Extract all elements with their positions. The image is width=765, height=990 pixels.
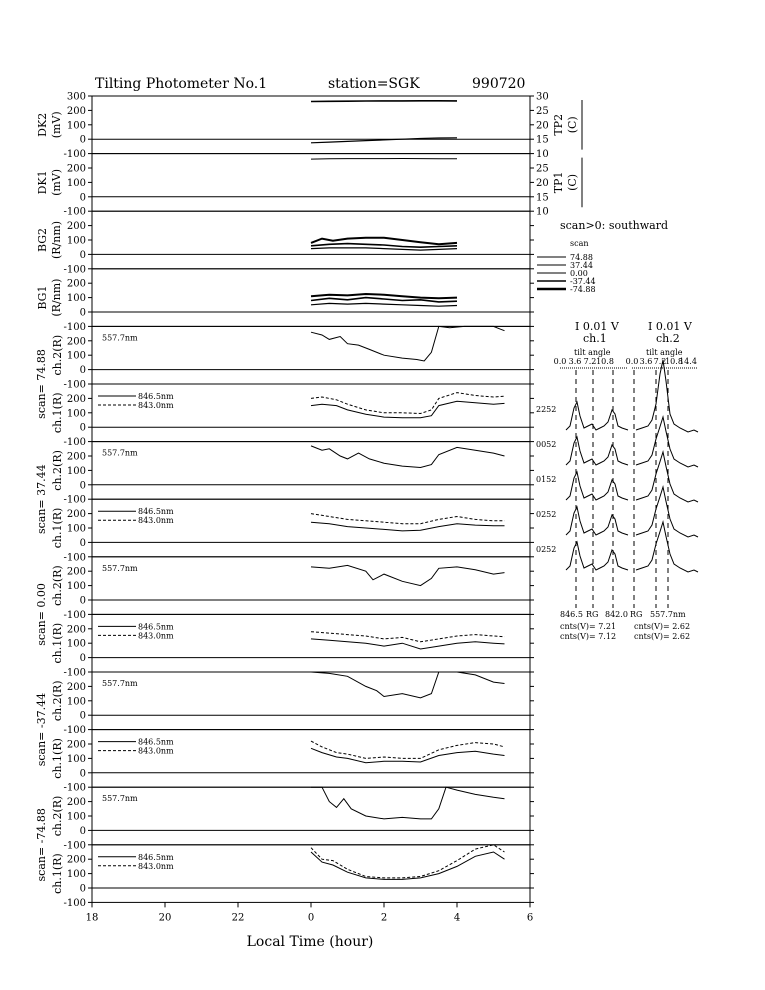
y-tick-label: 200 <box>66 163 86 175</box>
series-s3_ch1a <box>311 639 505 649</box>
right-tick-label: 15 <box>536 192 549 204</box>
inset-tilt-ticks <box>554 357 698 608</box>
series-bg1_c <box>311 303 457 306</box>
y-axis-label: ch.1(R) <box>51 507 64 549</box>
panel-group <box>35 92 582 909</box>
scan-label: scan= 37.44 <box>35 464 48 535</box>
right-tick-label: 10 <box>536 149 549 161</box>
ch2-tilt-tick: 7.2 <box>653 357 667 366</box>
inset-time-label: 0052 <box>536 440 557 449</box>
y-tick-label: -100 <box>63 840 86 852</box>
y-tick-label: 0 <box>79 422 86 434</box>
y-tick-label: 0 <box>79 595 86 607</box>
scan-legend-value: 74.88 <box>570 253 593 262</box>
series-bg2_a <box>311 238 457 245</box>
y-axis-label: ch.2(R) <box>51 334 64 376</box>
panel-dk1 <box>36 154 582 218</box>
right-tick-label: 10 <box>536 206 549 218</box>
panel-bg2 <box>36 211 534 275</box>
series-s4_ch1b <box>311 741 505 758</box>
y-axis-label: BG2 <box>36 227 49 253</box>
y-tick-label: 200 <box>66 278 86 290</box>
panel-s2c2 <box>51 442 534 506</box>
y-tick-label: -100 <box>63 494 86 506</box>
y-tick-label: 200 <box>66 336 86 348</box>
x-tick-label: 4 <box>453 912 461 924</box>
ch1-tilt-tick: 0.0 <box>553 357 567 366</box>
y-tick-label: 100 <box>66 811 86 823</box>
panel-s1c2 <box>51 326 534 390</box>
y-tick-label: 0 <box>79 365 86 377</box>
y-tick-label: 200 <box>66 624 86 636</box>
scan-legend-rows <box>537 253 596 294</box>
right-axis-unit: (C) <box>566 173 579 191</box>
right-tick-label: 30 <box>536 91 549 103</box>
ch2-name: ch.2 <box>656 332 680 345</box>
y-tick-label: -100 <box>63 552 86 564</box>
date-label: 990720 <box>472 76 526 92</box>
ch1-bottom-842: 842.0 <box>605 610 628 619</box>
tilt-profile-inset <box>536 320 698 641</box>
ch1-cnts-1: cnts(V)= 7.21 <box>560 622 617 631</box>
y-axis-unit: (mV) <box>50 111 63 139</box>
y-tick-label: 100 <box>66 177 86 189</box>
panel-frame <box>92 787 530 845</box>
scan-legend-title: scan <box>570 239 589 248</box>
legend-solid-label: 846.5nm <box>138 392 174 401</box>
inset-time-label: 2252 <box>536 405 557 414</box>
legend-solid-label: 846.5nm <box>138 852 174 862</box>
scan-label: scan= -37.44 <box>35 692 48 767</box>
scan-legend-value: 0.00 <box>570 269 588 278</box>
y-tick-label: 0 <box>79 883 86 895</box>
wavelength-note: 557.7nm <box>102 333 138 343</box>
chart-title: Tilting Photometer No.1 <box>95 76 268 92</box>
ch1-tilt-label: tilt angle <box>574 348 611 357</box>
y-tick-label: 0 <box>79 192 86 204</box>
y-axis-label: ch.2(R) <box>51 565 64 606</box>
y-tick-label: 0 <box>79 537 86 549</box>
y-tick-label: 0 <box>79 825 86 837</box>
y-tick-label: -100 <box>63 149 86 161</box>
x-tick-label: 0 <box>307 912 315 924</box>
right-tick-label: 15 <box>536 134 549 146</box>
right-axis-label: TP2 <box>552 113 565 136</box>
y-axis-unit: (mV) <box>50 168 63 196</box>
x-tick-label: 20 <box>158 912 172 924</box>
panel-s3c2 <box>51 557 534 621</box>
y-tick-label: 300 <box>66 91 86 103</box>
y-tick-label: 0 <box>79 480 86 492</box>
ch2-tilt-label: tilt angle <box>646 348 683 357</box>
ch1-scale: I 0.01 V <box>575 320 619 333</box>
y-tick-label: 200 <box>66 105 86 117</box>
y-tick-label: 0 <box>79 768 86 780</box>
y-tick-label: 0 <box>79 653 86 665</box>
y-tick-label: 100 <box>66 465 86 477</box>
ch2-profile <box>636 522 698 572</box>
x-tick-label: 22 <box>231 912 245 924</box>
series-s3_ch1b <box>311 632 505 642</box>
inset-time-label: 0252 <box>536 545 557 554</box>
series-s5_ch2 <box>311 787 505 819</box>
y-tick-label: -100 <box>63 321 86 333</box>
x-tick-label: 6 <box>526 912 534 924</box>
station-label: station=SGK <box>328 76 420 92</box>
series-dk2_top <box>311 101 457 102</box>
panel-bg1 <box>36 269 534 333</box>
y-tick-label: 100 <box>66 696 86 708</box>
x-axis-label: Local Time (hour) <box>246 934 374 950</box>
ch1-cnts-2: cnts(V)= 7.12 <box>560 632 617 641</box>
scan-label: scan= 0.00 <box>35 583 48 646</box>
panel-frame <box>92 672 530 730</box>
y-tick-label: 200 <box>66 221 86 233</box>
y-axis-label: DK1 <box>36 170 49 195</box>
series-s4_ch1a <box>311 748 505 762</box>
y-axis-unit: (R/nm) <box>50 220 63 260</box>
series-bg1_a <box>311 294 457 298</box>
y-tick-label: -100 <box>63 897 86 909</box>
scan-legend <box>537 219 668 294</box>
legend-solid-label: 846.5nm <box>138 622 174 632</box>
ch1-tilt-tick: 3.6 <box>568 357 582 366</box>
panel-s4c1 <box>51 730 534 794</box>
y-tick-label: 200 <box>66 509 86 521</box>
legend-dashed-label: 843.0nm <box>138 861 174 871</box>
panel-s3c1 <box>51 614 534 678</box>
panel-s5c1 <box>51 845 534 909</box>
series-s1_ch2 <box>311 326 505 361</box>
ch1-tilt-tick: 7.2 <box>583 357 597 366</box>
y-axis-label: ch.1(R) <box>51 392 64 434</box>
y-tick-label: 100 <box>66 869 86 881</box>
y-tick-label: 200 <box>66 854 86 866</box>
scan-label: scan= -74.88 <box>35 808 48 882</box>
y-tick-label: 100 <box>66 638 86 650</box>
panel-s2c1 <box>51 499 534 563</box>
y-tick-label: -100 <box>63 264 86 276</box>
y-axis-label: ch.1(R) <box>51 622 64 664</box>
y-tick-label: 200 <box>66 797 86 809</box>
y-tick-label: -100 <box>63 206 86 218</box>
series-s5_ch1b <box>311 845 505 878</box>
series-s2_ch2 <box>311 446 505 468</box>
ch2-scale: I 0.01 V <box>648 320 692 333</box>
y-tick-label: 200 <box>66 393 86 405</box>
panel-frame <box>92 154 530 212</box>
ch1-profile <box>566 542 628 570</box>
y-tick-label: 200 <box>66 739 86 751</box>
y-tick-label: -100 <box>63 437 86 449</box>
right-tick-label: 20 <box>536 177 549 189</box>
scan-label: scan= 74.88 <box>35 349 48 419</box>
ch2-tilt-tick: 10.8 <box>665 357 683 366</box>
legend-dashed-label: 843.0nm <box>138 401 174 410</box>
y-tick-label: 100 <box>66 293 86 305</box>
legend-dashed-label: 843.0nm <box>138 516 174 526</box>
y-axis-label: ch.2(R) <box>51 450 64 491</box>
series-s3_ch2 <box>311 565 505 585</box>
ch1-bottom-rg1: RG <box>586 610 599 619</box>
panel-s5c2 <box>51 787 534 851</box>
y-tick-label: 0 <box>79 710 86 722</box>
series-s5_ch1a <box>311 852 505 879</box>
ch2-profile <box>636 452 698 502</box>
series-dk2_low <box>311 138 457 143</box>
series-s4_ch2 <box>311 672 505 698</box>
y-tick-label: 100 <box>66 523 86 535</box>
y-tick-label: -100 <box>63 725 86 737</box>
x-tick-label: 18 <box>85 912 99 924</box>
ch2-profile <box>636 360 698 432</box>
right-tick-label: 25 <box>536 105 549 117</box>
series-s1_ch1a <box>311 401 505 418</box>
y-tick-label: 100 <box>66 581 86 593</box>
panel-frame <box>92 442 530 500</box>
panel-frame <box>92 557 530 615</box>
ch2-bottom-label: 557.7nm <box>650 610 686 619</box>
legend-solid-label: 846.5nm <box>138 507 174 517</box>
ch1-name: ch.1 <box>583 332 607 345</box>
series-dk1_top <box>311 159 457 160</box>
y-tick-label: 100 <box>66 120 86 132</box>
ch2-tilt-tick: 3.6 <box>639 357 653 366</box>
ch1-profile <box>566 437 628 465</box>
ch2-profile <box>636 417 698 467</box>
ch2-profile <box>636 487 698 537</box>
scan-legend-value: -37.44 <box>570 277 596 286</box>
y-tick-label: -100 <box>63 379 86 391</box>
inset-time-label: 0152 <box>536 475 557 484</box>
scan-legend-value: 37.44 <box>570 261 593 270</box>
ch2-cnts-1: cnts(V)= 2.62 <box>634 622 691 631</box>
y-tick-label: 100 <box>66 408 86 420</box>
ch2-tilt-tick: 14.4 <box>679 357 697 366</box>
y-axis-unit: (R/nm) <box>50 278 63 317</box>
inset-curves <box>536 360 698 572</box>
panel-frame <box>92 326 530 384</box>
ch1-bottom-846: 846.5 <box>560 610 583 619</box>
panel-frame <box>92 211 530 269</box>
ch1-tilt-tick: 10.8 <box>596 357 614 366</box>
legend-dashed-label: 843.0nm <box>138 746 174 756</box>
wavelength-note: 557.7nm <box>102 448 138 458</box>
wavelength-note: 557.7nm <box>102 679 138 688</box>
y-tick-label: -100 <box>63 782 86 794</box>
y-axis-label: ch.2(R) <box>51 680 64 722</box>
y-tick-label: 200 <box>66 566 86 578</box>
right-axis-unit: (C) <box>566 116 579 134</box>
right-tick-label: 25 <box>536 163 549 175</box>
y-axis-label: DK2 <box>36 112 49 137</box>
panel-s1c1 <box>51 384 534 448</box>
y-axis-label: ch.2(R) <box>51 795 64 837</box>
y-axis-label: BG1 <box>36 285 49 310</box>
y-axis-label: ch.1(R) <box>51 853 64 894</box>
ch2-tilt-tick: 0.0 <box>625 357 639 366</box>
series-bg2_c <box>311 248 457 250</box>
panel-frame <box>92 269 530 327</box>
ch1-profile <box>566 472 628 500</box>
y-tick-label: 100 <box>66 350 86 362</box>
ch1-bottom-rg2: RG <box>630 610 643 619</box>
panel-dk2 <box>36 92 582 161</box>
legend-dashed-label: 843.0nm <box>138 631 174 641</box>
y-tick-label: 100 <box>66 753 86 765</box>
scan-heading: scan>0: southward <box>560 219 668 232</box>
right-tick-label: 20 <box>536 120 549 132</box>
y-tick-label: 200 <box>66 451 86 463</box>
y-tick-label: -100 <box>63 609 86 621</box>
y-tick-label: 100 <box>66 235 86 247</box>
y-tick-label: 200 <box>66 681 86 693</box>
inset-time-label: 0252 <box>536 510 557 519</box>
y-tick-label: 0 <box>79 307 86 319</box>
ch2-cnts-2: cnts(V)= 2.62 <box>634 632 691 641</box>
wavelength-note: 557.7nm <box>102 563 138 573</box>
panel-frame <box>92 96 530 154</box>
y-axis-label: ch.1(R) <box>51 738 64 779</box>
x-axis <box>86 902 534 923</box>
panel-s4c2 <box>51 672 534 736</box>
scan-legend-value: -74.88 <box>570 285 596 294</box>
right-axis-label: TP1 <box>552 171 565 194</box>
y-tick-label: 0 <box>79 249 86 261</box>
ch1-profile <box>566 507 628 535</box>
wavelength-note: 557.7nm <box>102 794 138 804</box>
ch1-profile <box>566 402 628 430</box>
legend-solid-label: 846.5nm <box>138 737 174 747</box>
y-tick-label: -100 <box>63 667 86 679</box>
y-tick-label: 0 <box>79 134 86 146</box>
x-tick-label: 2 <box>380 912 388 924</box>
series-s2_ch1b <box>311 514 505 524</box>
